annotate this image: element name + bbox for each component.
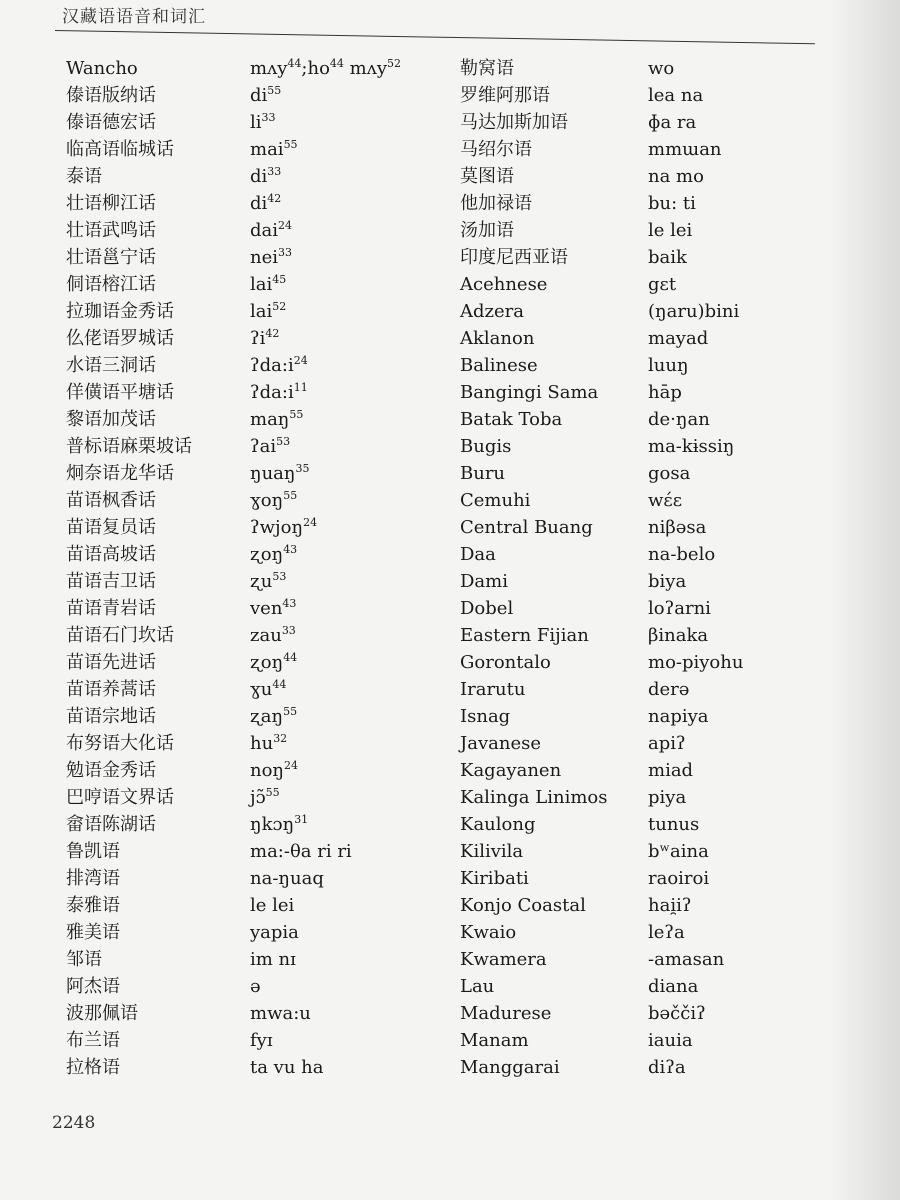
word-form: de·ŋan	[648, 409, 710, 430]
language-name: 苗语养蒿话	[66, 679, 156, 700]
word-form: bu: ti	[648, 193, 696, 214]
word-form: lea na	[648, 85, 704, 106]
page-number: 2248	[52, 1113, 96, 1133]
word-form: $hu^{32}$	[250, 732, 288, 754]
word-form: niβəsa	[648, 517, 707, 538]
language-name: 苗语宗地话	[66, 706, 156, 727]
language-name: 苗语高坡话	[66, 544, 156, 565]
word-form: ŋuaŋ$^{35}$	[250, 462, 310, 484]
word-form: le lei	[250, 895, 295, 916]
word-form: ma-kɨssiŋ	[648, 436, 735, 457]
language-name: 罗维阿那语	[460, 85, 550, 106]
language-name: Balinese	[460, 355, 538, 376]
word-form: $di^{42}$	[250, 192, 282, 214]
word-form: yapia	[250, 922, 299, 943]
language-name: 苗语枫香话	[66, 490, 156, 511]
language-name: Lau	[460, 976, 495, 997]
language-name: 壮语邕宁话	[66, 247, 156, 268]
word-form: ta vu ha	[250, 1057, 324, 1078]
word-form: wɛ́ɛ	[648, 490, 683, 511]
word-form: bəččiʔ	[648, 1003, 706, 1024]
language-name: 仫佬语罗城话	[66, 328, 174, 349]
language-name: Javanese	[460, 733, 541, 754]
language-name: 阿杰语	[66, 976, 120, 997]
word-form: miad	[648, 760, 694, 781]
word-form: ʐoŋ$^{43}$	[250, 543, 298, 565]
word-form: ɸa ra	[648, 112, 697, 133]
language-name: 勉语金秀话	[66, 760, 156, 781]
word-form: piya	[648, 787, 687, 808]
word-form: $li^{33}$	[250, 111, 276, 133]
language-name: 莫图语	[460, 166, 514, 187]
word-form: derə	[648, 679, 690, 700]
word-form: na mo	[648, 166, 704, 187]
language-name: 印度尼西亚语	[460, 247, 568, 268]
word-form: loʔarni	[648, 598, 711, 619]
language-name: Bugis	[460, 436, 512, 457]
language-name: Kilivila	[460, 841, 524, 862]
word-form: mai$^{55}$	[250, 138, 298, 160]
word-form: ʐu$^{53}$	[250, 570, 287, 592]
word-form: na-ŋuaq	[250, 868, 324, 889]
word-form: luuŋ	[648, 355, 689, 376]
word-form: $ʔda:i^{11}$	[250, 381, 308, 403]
word-form: mwa:u	[250, 1003, 311, 1024]
language-name: 傣语德宏话	[66, 112, 156, 133]
language-name: Manggarai	[460, 1057, 560, 1078]
word-form: -amasan	[648, 949, 725, 970]
word-form: $ʔda:i^{24}$	[250, 354, 308, 376]
language-name: Konjo Coastal	[460, 895, 586, 916]
word-form: mayad	[648, 328, 709, 349]
word-form: βinaka	[648, 625, 709, 646]
word-form: fyɪ	[250, 1030, 273, 1051]
word-form: ɣu$^{44}$	[250, 678, 287, 700]
language-name: 勒窝语	[460, 58, 514, 79]
language-name: Manam	[460, 1030, 529, 1051]
word-form: apiʔ	[648, 733, 686, 754]
word-form: dai$^{24}$	[250, 219, 293, 241]
word-form: ma:-θa ri ri	[250, 841, 352, 862]
language-name: Irarutu	[460, 679, 526, 700]
word-form: tunus	[648, 814, 700, 835]
word-form: napiya	[648, 706, 709, 727]
language-name: 苗语复员话	[66, 517, 156, 538]
word-form: im nɪ	[250, 949, 296, 970]
word-form: $mʌy^{44};ho^{44}$ mʌy$^{52}$	[250, 57, 402, 79]
language-name: Madurese	[460, 1003, 552, 1024]
language-name: Bangingi Sama	[460, 382, 599, 403]
word-form: le lei	[648, 220, 693, 241]
language-name: Kiribati	[460, 868, 529, 889]
language-name: Kwamera	[460, 949, 547, 970]
word-form: lai$^{45}$	[250, 273, 287, 295]
word-form: gɛt	[648, 274, 677, 295]
word-form: ʔai$^{53}$	[250, 435, 291, 457]
word-form: (ŋaru)bini	[648, 301, 740, 322]
word-form: jɔ̃$^{55}$	[250, 786, 280, 808]
word-form: wo	[648, 58, 675, 79]
language-name: 傣语版纳话	[66, 85, 156, 106]
page-edge-shadow	[830, 0, 900, 1200]
word-form: diʔa	[648, 1057, 686, 1078]
language-name: 排湾语	[66, 868, 120, 889]
language-name: Kagayanen	[460, 760, 562, 781]
language-name: 泰语	[66, 166, 102, 187]
word-form: ʐoŋ$^{44}$	[250, 651, 298, 673]
language-name: Cemuhi	[460, 490, 531, 511]
language-name: 波那佩语	[66, 1003, 138, 1024]
running-head: 汉藏语语音和词汇	[62, 7, 206, 27]
language-name: Wancho	[66, 58, 138, 79]
right-word-column	[648, 55, 743, 1081]
language-name: Aklanon	[460, 328, 535, 349]
left-language-column	[66, 55, 192, 1081]
word-form: baik	[648, 247, 687, 268]
language-name: Kalinga Linimos	[460, 787, 608, 808]
word-form: noŋ$^{24}$	[250, 759, 299, 781]
language-name: 壮语柳江话	[66, 193, 156, 214]
language-name: 雅美语	[66, 922, 120, 943]
word-form: na-belo	[648, 544, 716, 565]
word-form: ŋkɔŋ$^{31}$	[250, 813, 309, 835]
word-form: zau$^{33}$	[250, 624, 296, 646]
language-name: 汤加语	[460, 220, 514, 241]
language-name: 苗语吉卫话	[66, 571, 156, 592]
word-form: ʔwjoŋ$^{24}$	[250, 516, 318, 538]
language-name: 临高语临城话	[66, 139, 174, 160]
language-name: 布兰语	[66, 1030, 120, 1051]
header-rule	[55, 30, 815, 44]
word-form: leʔa	[648, 922, 685, 943]
word-form: lai$^{52}$	[250, 300, 287, 322]
word-form: gosa	[648, 463, 691, 484]
word-form: bʷaina	[648, 841, 709, 862]
language-name: Adzera	[460, 301, 524, 322]
language-name: 巴哼语文界话	[66, 787, 174, 808]
word-form: biya	[648, 571, 687, 592]
language-name: Central Buang	[460, 517, 593, 538]
language-name: Buru	[460, 463, 506, 484]
language-name: 拉格语	[66, 1057, 120, 1078]
language-name: 苗语青岩话	[66, 598, 156, 619]
language-name: Isnag	[460, 706, 511, 727]
word-form: nei$^{33}$	[250, 246, 293, 268]
word-form: raoiroi	[648, 868, 710, 889]
language-name: 水语三洞话	[66, 355, 156, 376]
language-name: Daa	[460, 544, 496, 565]
word-form: ɣoŋ$^{55}$	[250, 489, 298, 511]
right-language-column	[460, 55, 607, 1081]
language-name: Dobel	[460, 598, 514, 619]
language-name: Eastern Fijian	[460, 625, 589, 646]
word-form: ʐaŋ$^{55}$	[250, 705, 298, 727]
language-name: Kaulong	[460, 814, 536, 835]
word-form: hāp	[648, 382, 682, 403]
language-name: 布努语大化话	[66, 733, 174, 754]
word-form: ə	[250, 976, 261, 997]
word-form: iauia	[648, 1030, 693, 1051]
language-name: 邹语	[66, 949, 102, 970]
language-name: Batak Toba	[460, 409, 563, 430]
language-name: 侗语榕江话	[66, 274, 156, 295]
word-form: ven$^{43}$	[250, 597, 297, 619]
language-name: 苗语先进话	[66, 652, 156, 673]
language-name: 泰雅语	[66, 895, 120, 916]
word-form: mo-piyohu	[648, 652, 744, 673]
language-name: 鲁凯语	[66, 841, 120, 862]
language-name: 普标语麻栗坡话	[66, 436, 192, 457]
language-name: 他加禄语	[460, 193, 532, 214]
language-name: Dami	[460, 571, 508, 592]
language-name: 马绍尔语	[460, 139, 532, 160]
word-form: diana	[648, 976, 699, 997]
left-word-column	[250, 55, 401, 1081]
language-name: 拉珈语金秀话	[66, 301, 174, 322]
word-form: ʔi$^{42}$	[250, 327, 280, 349]
word-form: mmɯan	[648, 139, 722, 160]
language-name: Acehnese	[460, 274, 548, 295]
word-form: maŋ$^{55}$	[250, 408, 304, 430]
language-name: 马达加斯加语	[460, 112, 568, 133]
language-name: 炯奈语龙华话	[66, 463, 174, 484]
language-name: 畲语陈湖话	[66, 814, 156, 835]
word-form: $di^{33}$	[250, 165, 282, 187]
language-name: Gorontalo	[460, 652, 551, 673]
language-name: 黎语加茂话	[66, 409, 156, 430]
word-form: hai̯iʔ	[648, 895, 692, 916]
language-name: 壮语武鸣话	[66, 220, 156, 241]
language-name: 佯僙语平塘话	[66, 382, 174, 403]
language-name: 苗语石门坎话	[66, 625, 174, 646]
language-name: Kwaio	[460, 922, 517, 943]
word-form: $di^{55}$	[250, 84, 282, 106]
